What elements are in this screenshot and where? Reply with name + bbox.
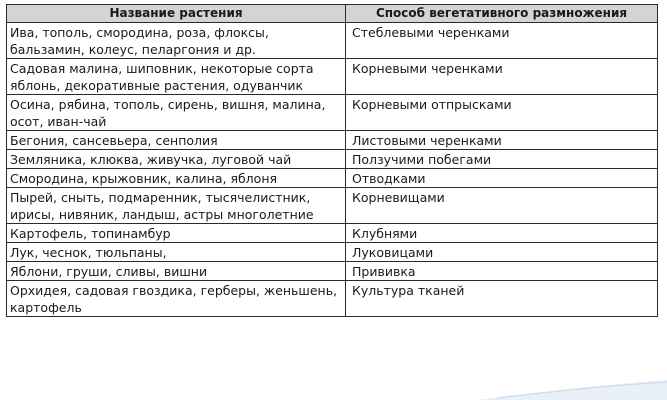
table-row <box>7 224 658 243</box>
method-cell: Корневыми отпрысками <box>346 95 658 131</box>
table-row <box>7 243 658 262</box>
table-row <box>7 95 658 131</box>
plant-cell: Орхидея, садовая гвоздика, герберы, женьшень, картофель <box>7 281 346 317</box>
table-row <box>7 188 658 224</box>
method-cell: Корневыми черенками <box>346 59 658 95</box>
method-cell: Прививка <box>346 262 658 281</box>
table-row <box>7 169 658 188</box>
plant-cell: Осина, рябина, тополь, сирень, вишня, малина, осот, иван-чай <box>7 95 346 131</box>
decorative-swoosh <box>477 378 667 400</box>
method-cell: Ползучими побегами <box>346 150 658 169</box>
table-row <box>7 23 658 59</box>
plant-cell: Бегония, сансевьера, сенполия <box>7 131 346 150</box>
method-cell: Корневищами <box>346 188 658 224</box>
method-cell: Клубнями <box>346 224 658 243</box>
propagation-table <box>6 4 658 317</box>
header-propagation-method: Способ вегетативного размножения <box>346 5 658 23</box>
plant-cell: Земляника, клюква, живучка, луговой чай <box>7 150 346 169</box>
table-row <box>7 59 658 95</box>
method-cell: Культура тканей <box>346 281 658 317</box>
table-row <box>7 150 658 169</box>
table-row <box>7 131 658 150</box>
header-plant-name: Название растения <box>7 5 346 23</box>
plant-cell: Лук, чеснок, тюльпаны, <box>7 243 346 262</box>
table-row <box>7 281 658 317</box>
method-cell: Листовыми черенками <box>346 131 658 150</box>
plant-cell: Картофель, топинамбур <box>7 224 346 243</box>
propagation-table-container <box>6 4 657 317</box>
plant-cell: Садовая малина, шиповник, некоторые сорта яблонь, декоративные растения, одуванчик <box>7 59 346 95</box>
plant-cell: Пырей, сныть, подмаренник, тысячелистник, ирисы, нивяник, ландыш, астры многолетние <box>7 188 346 224</box>
plant-cell: Яблони, груши, сливы, вишни <box>7 262 346 281</box>
method-cell: Луковицами <box>346 243 658 262</box>
table-header-row <box>7 5 658 23</box>
method-cell: Стеблевыми черенками <box>346 23 658 59</box>
plant-cell: Смородина, крыжовник, калина, яблоня <box>7 169 346 188</box>
method-cell: Отводками <box>346 169 658 188</box>
table-row <box>7 262 658 281</box>
plant-cell: Ива, тополь, смородина, роза, флоксы, бальзамин, колеус, пеларгония и др. <box>7 23 346 59</box>
